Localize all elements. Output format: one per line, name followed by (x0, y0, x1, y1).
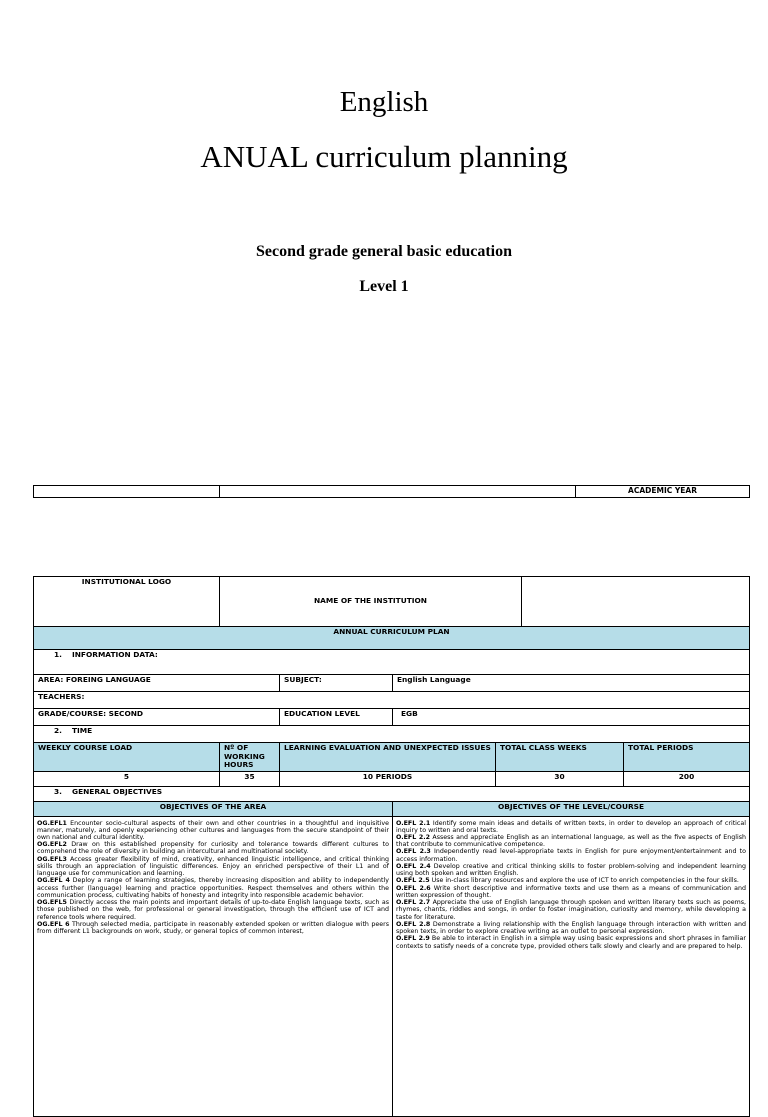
grade-level-row (34, 709, 750, 726)
academic-year-row (34, 486, 750, 498)
objective-item (37, 856, 389, 878)
objective-item (396, 834, 746, 848)
header-blank-cell (34, 486, 220, 498)
grade-course-cell: GRADE/COURSE: SECOND (34, 709, 280, 726)
section-label: INFORMATION DATA: (72, 650, 158, 659)
section-information-heading (34, 650, 750, 675)
section-label: GENERAL OBJECTIVES (72, 786, 163, 796)
objective-item (37, 841, 389, 855)
section-label: TIME (72, 726, 93, 735)
section-number: 1. (54, 650, 62, 659)
objectives-body-row (34, 816, 750, 1116)
time-header-cell: Nº OF WORKING HOURS (220, 743, 280, 772)
objective-item (396, 863, 746, 877)
objective-code: OG.EFL 4 (37, 877, 70, 885)
objective-item (37, 877, 389, 899)
section-objectives-heading (34, 786, 750, 801)
annual-plan-title: ANNUAL CURRICULUM PLAN (34, 627, 750, 650)
section-time-row (34, 726, 750, 743)
header-blank-cell (220, 486, 576, 498)
objective-item (396, 935, 746, 949)
objective-item (396, 921, 746, 935)
objective-item (37, 820, 389, 842)
objectives-header-row (34, 801, 750, 816)
plan-title-row (34, 627, 750, 650)
objective-code: O.EFL 2.7 (396, 899, 431, 907)
objective-item (396, 877, 746, 884)
objective-code: O.EFL 2.8 (396, 920, 431, 928)
area-objectives-cell (34, 816, 393, 1116)
objective-item (37, 899, 389, 921)
area-cell: AREA: FOREING LANGUAGE (34, 675, 280, 692)
objective-code: O.EFL 2.2 (396, 834, 430, 842)
objective-item (396, 848, 746, 862)
document-subject-title: English (339, 86, 429, 118)
document-grade-subtitle: Second grade general basic education (256, 243, 512, 260)
objective-text: Be able to interact in English in a simple way using basic expressions and short phrases in familiar contexts to satisfy needs of a concrete type, provided others talk slowly and clearly and are prepared to help. (396, 935, 746, 950)
institution-row (34, 577, 750, 627)
time-values-row (34, 771, 750, 786)
objective-text: Through selected media, participate in reasonably extended spoken or written dialogue with peers from different L1 backgrounds on work, study, or general topics of common interest, (37, 920, 389, 936)
time-header-cell: TOTAL PERIODS (624, 743, 750, 772)
time-header-cell: LEARNING EVALUATION AND UNEXPECTED ISSUES (280, 743, 496, 772)
objective-text: Independently read level-appropriate texts in English for pure enjoyment/entertainment and to access information. (396, 848, 746, 863)
institutional-logo-cell: INSTITUTIONAL LOGO (34, 577, 220, 627)
subject-label-cell: SUBJECT: (280, 675, 393, 692)
section-number: 3. (54, 786, 62, 796)
education-level-value-cell: EGB (393, 709, 750, 726)
objective-item (396, 899, 746, 921)
education-level-label-cell: EDUCATION LEVEL (280, 709, 393, 726)
objective-code: O.EFL 2.5 (396, 877, 430, 885)
section-information-row (34, 650, 750, 675)
objective-text: Assess and appreciate English as an international language, as well as the five aspects of English that contribute to communicative competence. (396, 834, 747, 849)
time-header-row (34, 743, 750, 772)
time-header-cell: TOTAL CLASS WEEKS (496, 743, 624, 772)
teachers-cell: TEACHERS: (34, 692, 750, 709)
section-objectives-row (34, 786, 750, 801)
objective-text: Use in-class library resources and explore the use of ICT to enrich competencies in the four skills. (429, 877, 739, 885)
objective-text: Identify some main ideas and details of written texts, in order to develop an approach of critical inquiry to written and oral texts. (396, 819, 746, 834)
objective-item (37, 921, 389, 935)
objective-code: OG.EFL3 (37, 855, 67, 863)
objective-code: O.EFL 2.4 (396, 862, 431, 870)
time-value-cell: 30 (496, 771, 624, 786)
objective-code: O.EFL 2.6 (396, 884, 431, 892)
level-objectives-cell (393, 816, 750, 1116)
academic-year-label: ACADEMIC YEAR (576, 486, 750, 498)
objective-code: O.EFL 2.9 (396, 935, 430, 943)
subject-value-cell: English Language (393, 675, 750, 692)
objective-text: Write short descriptive and informative texts and use them as a means of communication and written expression of thought. (396, 884, 746, 899)
teachers-row (34, 692, 750, 709)
area-subject-row (34, 675, 750, 692)
institution-name-cell: NAME OF THE INSTITUTION (220, 577, 522, 627)
time-value-cell: 5 (34, 771, 220, 786)
document-level-subtitle: Level 1 (359, 278, 409, 295)
time-value-cell: 10 PERIODS (280, 771, 496, 786)
institution-blank-cell (522, 577, 750, 627)
time-header-cell: WEEKLY COURSE LOAD (34, 743, 220, 772)
objectives-area-header: OBJECTIVES OF THE AREA (34, 801, 393, 816)
objective-text: Demonstrate a living relationship with the English language through interaction with written and spoken texts, in order to explore creative writing as an outlet to personal expression. (396, 920, 746, 936)
objectives-level-header: OBJECTIVES OF THE LEVEL/COURSE (393, 801, 750, 816)
objective-item (396, 885, 746, 899)
objective-item (396, 820, 746, 834)
section-time-heading (34, 726, 750, 743)
document-plan-title: ANUAL curriculum planning (200, 139, 568, 174)
objective-text: Deploy a range of learning strategies, thereby increasing disposition and ability to independently access further (language) learning and practice opportunities. Respect themselves and others within the communication process, cultivating habits of honesty and integrity into responsible academic behavior. (37, 877, 389, 899)
objective-text: Directly access the main points and important details of up-to-date English language texts, such as those published on the web, for professional or general investigation, through the efficient use of ICT and reference tools where required. (37, 899, 389, 921)
objective-code: OG.EFL5 (37, 899, 67, 907)
academic-year-header-table (33, 485, 750, 498)
objective-code: O.EFL 2.1 (396, 819, 431, 827)
objective-code: O.EFL 2.3 (396, 848, 431, 856)
objective-text: Appreciate the use of English language through spoken and written literary texts such as poems, rhymes, chants, riddles and songs, in order to foster imagination, curiosity and memory, while developing a taste for literature. (396, 899, 746, 921)
time-value-cell: 200 (624, 771, 750, 786)
objective-code: OG.EFL2 (37, 841, 67, 849)
objective-text: Access greater flexibility of mind, creativity, enhanced linguistic intelligence, and critical thinking skills through an appreciation of linguistic differences. Enjoy an enriched perspective of their L1 and of language use for communication and learning. (37, 855, 389, 878)
annual-curriculum-plan-table (33, 576, 750, 1117)
time-value-cell: 35 (220, 771, 280, 786)
objective-text: Draw on this established propensity for curiosity and tolerance towards different cultures to comprehend the role of diversity in building an intercultural and multinational society. (37, 841, 389, 856)
objective-code: OG.EFL 6 (37, 920, 70, 928)
objective-text: Develop creative and critical thinking skills to foster problem-solving and independent learning using both spoken and written English. (396, 862, 746, 878)
section-number: 2. (54, 726, 62, 735)
objective-code: OG.EFL1 (37, 819, 67, 827)
objective-text: Encounter socio-cultural aspects of their own and other countries in a thoughtful and inquisitive manner, maturely, and openly experiencing other cultures and languages from the secure standpoint of their own national and cultural identity. (37, 819, 389, 842)
